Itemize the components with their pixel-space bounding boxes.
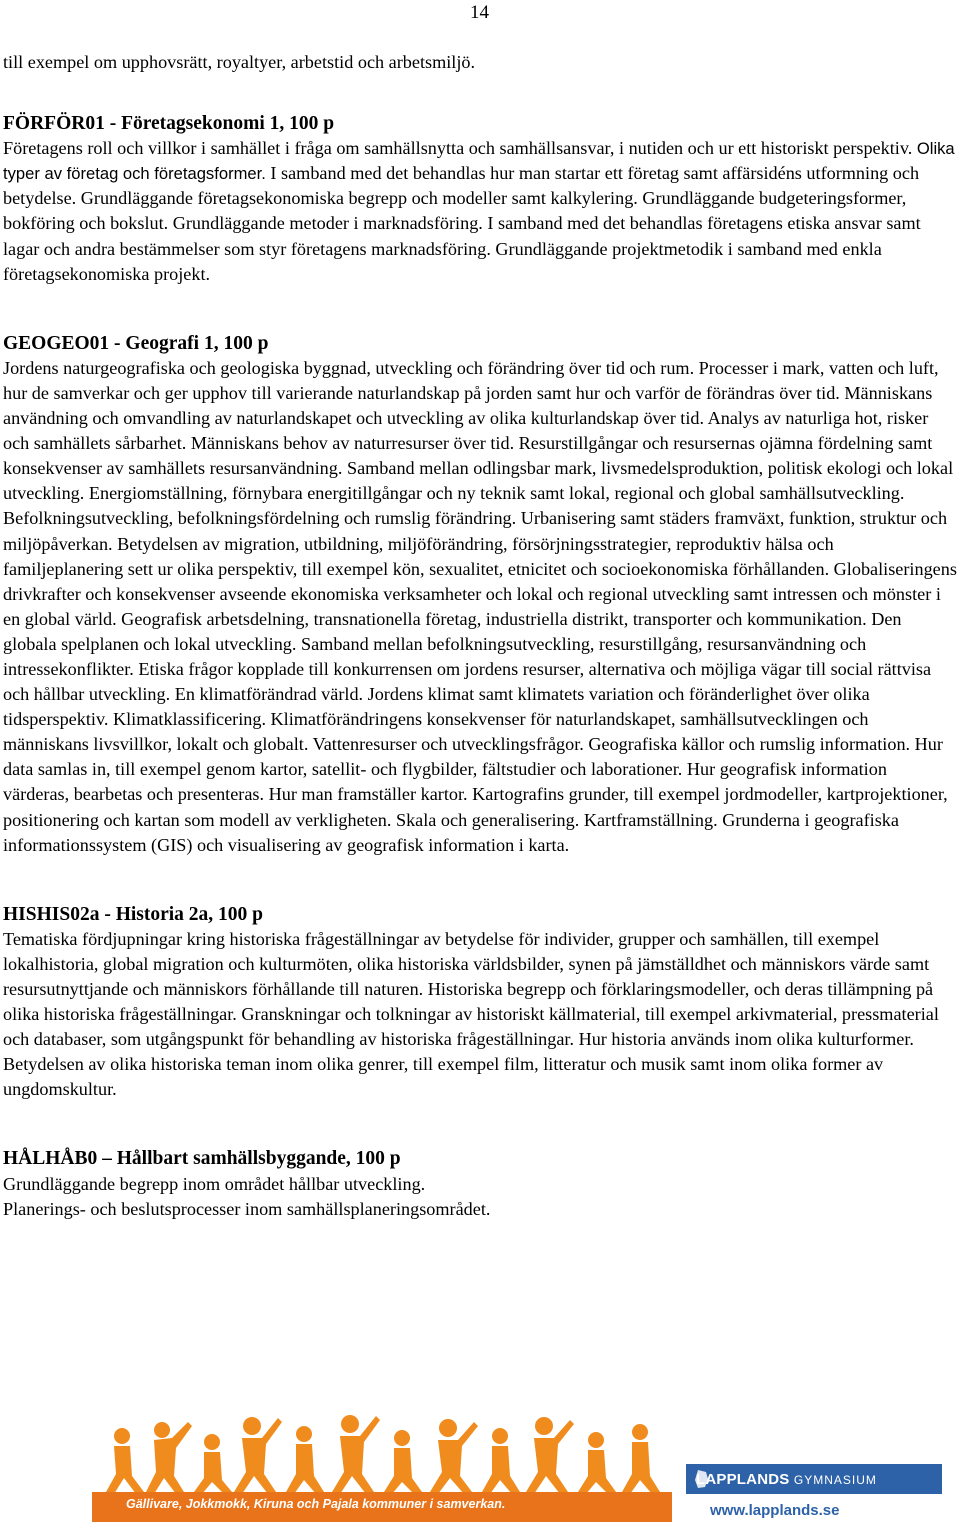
course-geografi [3, 331, 957, 858]
course-description-line: Grundläggande begrepp inom området hållbar utveckling. [3, 1173, 426, 1194]
course-description-line: Planerings- och beslutsprocesser inom samhällsplaneringsområdet. [3, 1198, 491, 1219]
logo-subtitle: GYMNASIUM [793, 1473, 877, 1487]
intro-line: till exempel om upphovsrätt, royaltyer, arbetstid och arbetsmiljö. [3, 52, 476, 72]
document-body [3, 50, 957, 1266]
course-foretagsekonomi [3, 111, 957, 287]
website-url[interactable]: www.lapplands.se [710, 1502, 840, 1519]
school-logo-area [676, 1460, 960, 1524]
course-hallbart [3, 1146, 957, 1221]
course-description: Tematiska fördjupningar kring historiska frågeställningar av betydelse för individer, grupper och samhällen, till exempel lokalhistoria, global migration och kulturmöten, olika historiska världsbilder, synen på jämställdhet och människors värde samt resursutnyttjande och människors förhållande till naturen. Historiska begrepp och förklaringsmodeller, och deras tillämpning på olika historiska frågeställningar. Granskningar och tolkningar av historiskt källmaterial, till exempel arkivmaterial, pressmaterial och databaser, som utgångspunkt för behandling av historiska frågeställningar. Hur historia används inom olika kulturformer. Betydelsen av olika historiska teman inom olika genrer, till exempel film, litteratur och musik samt inom olika former av ungdomskultur. [3, 928, 939, 1100]
course-description-part: Olika typer av företag och företagsformer. [3, 139, 955, 184]
course-title: FÖRFÖR01 - Företagsekonomi 1, 100 p [3, 113, 335, 135]
course-description: Jordens naturgeografiska och geologiska byggnad, utveckling och förändring över tid och rum. Processer i mark, vatten och luft, hur de samverkar och ger upphov till varierande naturlandskap på jorden samt hur och varför de förändras över tid. Människans användning och omvandling av naturlandskapet och utveckling av olika kulturlandskap över tid. Analys av naturliga hot, risker och samhällets sårbarhet. Människans behov av naturresurser över tid. Resurstillgångar och resursernas ojämna fördelning samt konsekvenser av samhällets resursanvändning. Samband mellan odlingsbar mark, livsmedelsproduktion, politisk ekologi och lokal utveckling. Energiomställning, förnybara energitillgångar och ny teknik samt lokal, regional och global samhällsutveckling. Befolkningsutveckling, befolkningsfördelning och rumslig förändring. Urbanisering samt städers framväxt, funktion, struktur och miljöpåverkan. Betydelsen av migration, utbildning, miljöförändring, försörjningsstrategier, reproduktiv hälsa och familjeplanering sett ur olika perspektiv, till exempel kön, sexualitet, etnicitet och socioekonomiska förhållanden. Globaliseringens drivkrafter och konsekvenser avseende ekonomiska verksamheter och lokal och regional utveckling samt intressen och mönster i en global värld. Geografisk arbetsdelning, transnationella företag, industriella distrikt, transporter och kommunikation. Den globala spelplanen och lokal utveckling. Samband mellan befolkningsutveckling, resurstillgång, resursanvändning och intressekonflikter. Etiska frågor kopplade till konkurrensen om jordens resurser, alternativa och möjliga vägar till social rättvisa och hållbar utveckling. En klimatförändrad värld. Jordens klimat samt klimatets variation och föränderlighet över olika tidsperspektiv. Klimatklassificering. Klimatförändringens konsekvenser för naturlandskapet, samhällsutvecklingen och människans livsvillkor, lokalt och globalt. Vattenresurser och utvecklingsfrågor. Geografiska källor och rumslig information. Hur data samlas in, till exempel genom kartor, satellit- och flygbilder, fältstudier och laborationer. Hur geografisk information värderas, bearbetas och presenteras. Hur man framställer kartor. Kartografins grunder, till exempel jordmodeller, kartprojektioner, positionering och kartan som modell av verkligheten. Skala och generalisering. Kartframställning. Grunderna i geografiska informationssystem (GIS) och visualisering av geografisk information i karta. [3, 357, 957, 855]
page-number: 14 [470, 2, 489, 23]
course-title: HISHIS02a - Historia 2a, 100 p [3, 903, 264, 925]
logo-name: LAPPLANDS [696, 1471, 790, 1488]
course-historia [3, 902, 957, 1103]
course-description [3, 136, 957, 287]
course-title: GEOGEO01 - Geografi 1, 100 p [3, 332, 269, 354]
course-description-part: Företagens roll och villkor i samhället i fråga om samhällsnytta och samhällsansvar, i nutiden och ur ett historiskt perspektiv. [3, 138, 917, 159]
course-description-part: I samband med det behandlas hur man startar ett företag samt affärsidéns utformning och betydelse. Grundläggande företagsekonomiska begrepp och modeller samt kalkylering. Grundläggande budgeteringsformer, bokföring och bokslut. Grundläggande metoder i marknadsföring. I samband med det behandlas företagens etiska ansvar samt lagar och andra bestämmelser som styr företagens marknadsföring. Grundläggande projektmetodik i samband med enkla företagsekonomiska projekt. [3, 163, 921, 284]
school-logo-text [696, 1471, 877, 1488]
course-title: HÅLHÅB0 – Hållbart samhällsbyggande, 100 p [3, 1148, 401, 1170]
footer-banner-graphic [0, 1414, 960, 1524]
footer-slogan: Gällivare, Jokkmokk, Kiruna och Pajala kommuner i samverkan. [126, 1497, 506, 1511]
